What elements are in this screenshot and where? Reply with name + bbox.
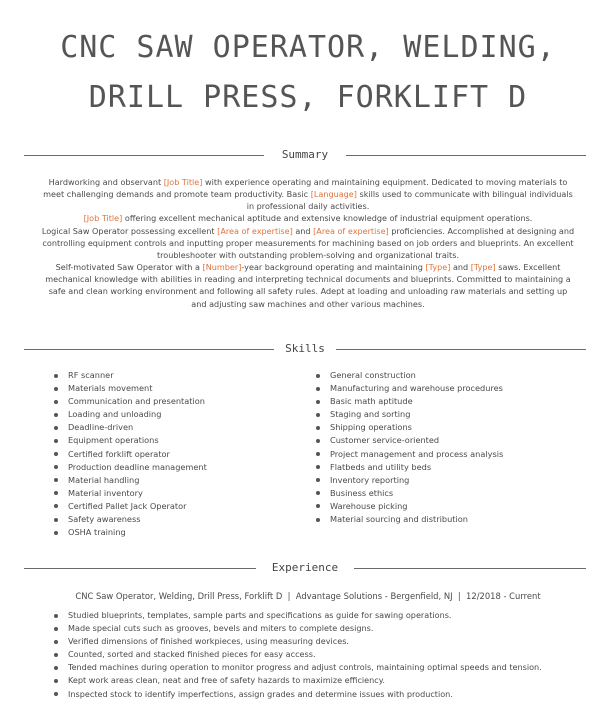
- skill-item: Business ethics: [316, 487, 503, 500]
- skill-item: Basic math aptitude: [316, 395, 503, 408]
- duty-item: Studied blueprints, templates, sample parts and specifications as guide for sawing operations.: [54, 609, 542, 622]
- skill-item: Shipping operations: [316, 421, 503, 434]
- duty-item: Made special cuts such as grooves, bevels and miters to complete designs.: [54, 622, 542, 635]
- job-dates: 12/2018 - Current: [466, 591, 541, 601]
- job-header: [0, 590, 616, 602]
- skill-item: Materials movement: [54, 382, 207, 395]
- resume-title-line-2: DRILL PRESS, FORKLIFT D: [88, 80, 528, 115]
- skill-item: Deadline-driven: [54, 421, 207, 434]
- divider-line: [336, 349, 586, 350]
- separator: |: [287, 591, 291, 601]
- skill-item: Equipment operations: [54, 434, 207, 447]
- duty-item: Counted, sorted and stacked finished pieces for easy access.: [54, 648, 542, 661]
- placeholder-tag: [Type]: [470, 262, 496, 273]
- skill-item: Inventory reporting: [316, 474, 503, 487]
- experience-heading: Experience: [271, 561, 339, 574]
- placeholder-tag: [Job Title]: [163, 177, 203, 187]
- job-duties-list: [54, 609, 542, 701]
- divider-line: [354, 568, 586, 569]
- resume-title-line-1: CNC SAW OPERATOR, WELDING,: [60, 30, 556, 65]
- skill-item: Warehouse picking: [316, 500, 503, 513]
- skill-item: General construction: [316, 369, 503, 382]
- job-title: CNC Saw Operator, Welding, Drill Press, Forklift D: [75, 591, 283, 601]
- duty-item: Tended machines during operation to monitor progress and adjust controls, maintaining optimal speeds and tension.: [54, 661, 542, 674]
- summary-heading: Summary: [281, 148, 329, 161]
- company: Advantage Solutions - Bergenfield, NJ: [295, 591, 453, 601]
- summary-text: [40, 176, 576, 310]
- skill-item: Production deadline management: [54, 461, 207, 474]
- duty-item: Verified dimensions of finished workpieces, using measuring devices.: [54, 635, 542, 648]
- skills-heading: Skills: [285, 342, 325, 355]
- skill-item: Communication and presentation: [54, 395, 207, 408]
- skill-item: Loading and unloading: [54, 408, 207, 421]
- experience-section-header: [24, 561, 586, 575]
- skill-item: Flatbeds and utility beds: [316, 461, 503, 474]
- placeholder-tag: [Area of expertise]: [217, 225, 293, 236]
- placeholder-tag: [Job Title]: [83, 213, 123, 224]
- skill-item: Certified Pallet Jack Operator: [54, 500, 207, 513]
- skill-item: RF scanner: [54, 369, 207, 382]
- skill-item: Project management and process analysis: [316, 448, 503, 461]
- summary-paragraph: [Job Title] offering excellent mechanical aptitude and extensive knowledge of industrial equipment operations.: [83, 213, 533, 224]
- skill-item: Customer service-oriented: [316, 434, 503, 447]
- placeholder-tag: [Area of expertise]: [313, 225, 389, 236]
- placeholder-tag: [Language]: [310, 189, 357, 200]
- placeholder-tag: [Type]: [425, 262, 451, 273]
- placeholder-tag: [Number]: [202, 262, 242, 273]
- skill-item: OSHA training: [54, 526, 207, 539]
- skill-item: Safety awareness: [54, 513, 207, 526]
- skill-item: Material sourcing and distribution: [316, 513, 503, 526]
- summary-paragraph: Self-motivated Saw Operator with a [Number]-year background operating and maintaining [Type] and [Type] saws. Excellent mechanical knowledge with abilities in reading and interpreting technical documents and blueprints. Committed to maintaining a safe and clean working environment and following all safety rules. Adept at loading and unloading raw materials and setting up and adjusting saw machines and other various machines.: [45, 262, 571, 309]
- duty-item: Inspected stock to identify imperfections, assign grades and determine issues with production.: [54, 688, 542, 701]
- separator: |: [457, 591, 461, 601]
- divider-line: [346, 155, 586, 156]
- summary-section-header: [24, 148, 586, 162]
- skill-item: Certified forklift operator: [54, 448, 207, 461]
- skill-item: Manufacturing and warehouse procedures: [316, 382, 503, 395]
- skill-item: Material handling: [54, 474, 207, 487]
- skill-item: Material inventory: [54, 487, 207, 500]
- skills-section-header: [24, 342, 586, 356]
- skills-list-right: [316, 369, 503, 526]
- summary-paragraph: Logical Saw Operator possessing excellent [Area of expertise] and [Area of expertise] proficiencies. Accomplished at designing and controlling equipment controls and inputting proper measurements for machining based on job orders and blueprints. An excellent troubleshooter with outstanding problem-solving and organizational traits.: [41, 225, 575, 260]
- skill-item: Staging and sorting: [316, 408, 503, 421]
- summary-paragraph: Hardworking and observant [Job Title] with experience operating and maintaining equipment. Dedicated to moving materials to meet challenging demands and promote team productivity. Basic [Language] skills used to communicate with bilingual individuals in professional daily activities.: [43, 177, 573, 212]
- duty-item: Kept work areas clean, neat and free of safety hazards to maximize efficiency.: [54, 674, 542, 687]
- skills-list-left: [54, 369, 207, 539]
